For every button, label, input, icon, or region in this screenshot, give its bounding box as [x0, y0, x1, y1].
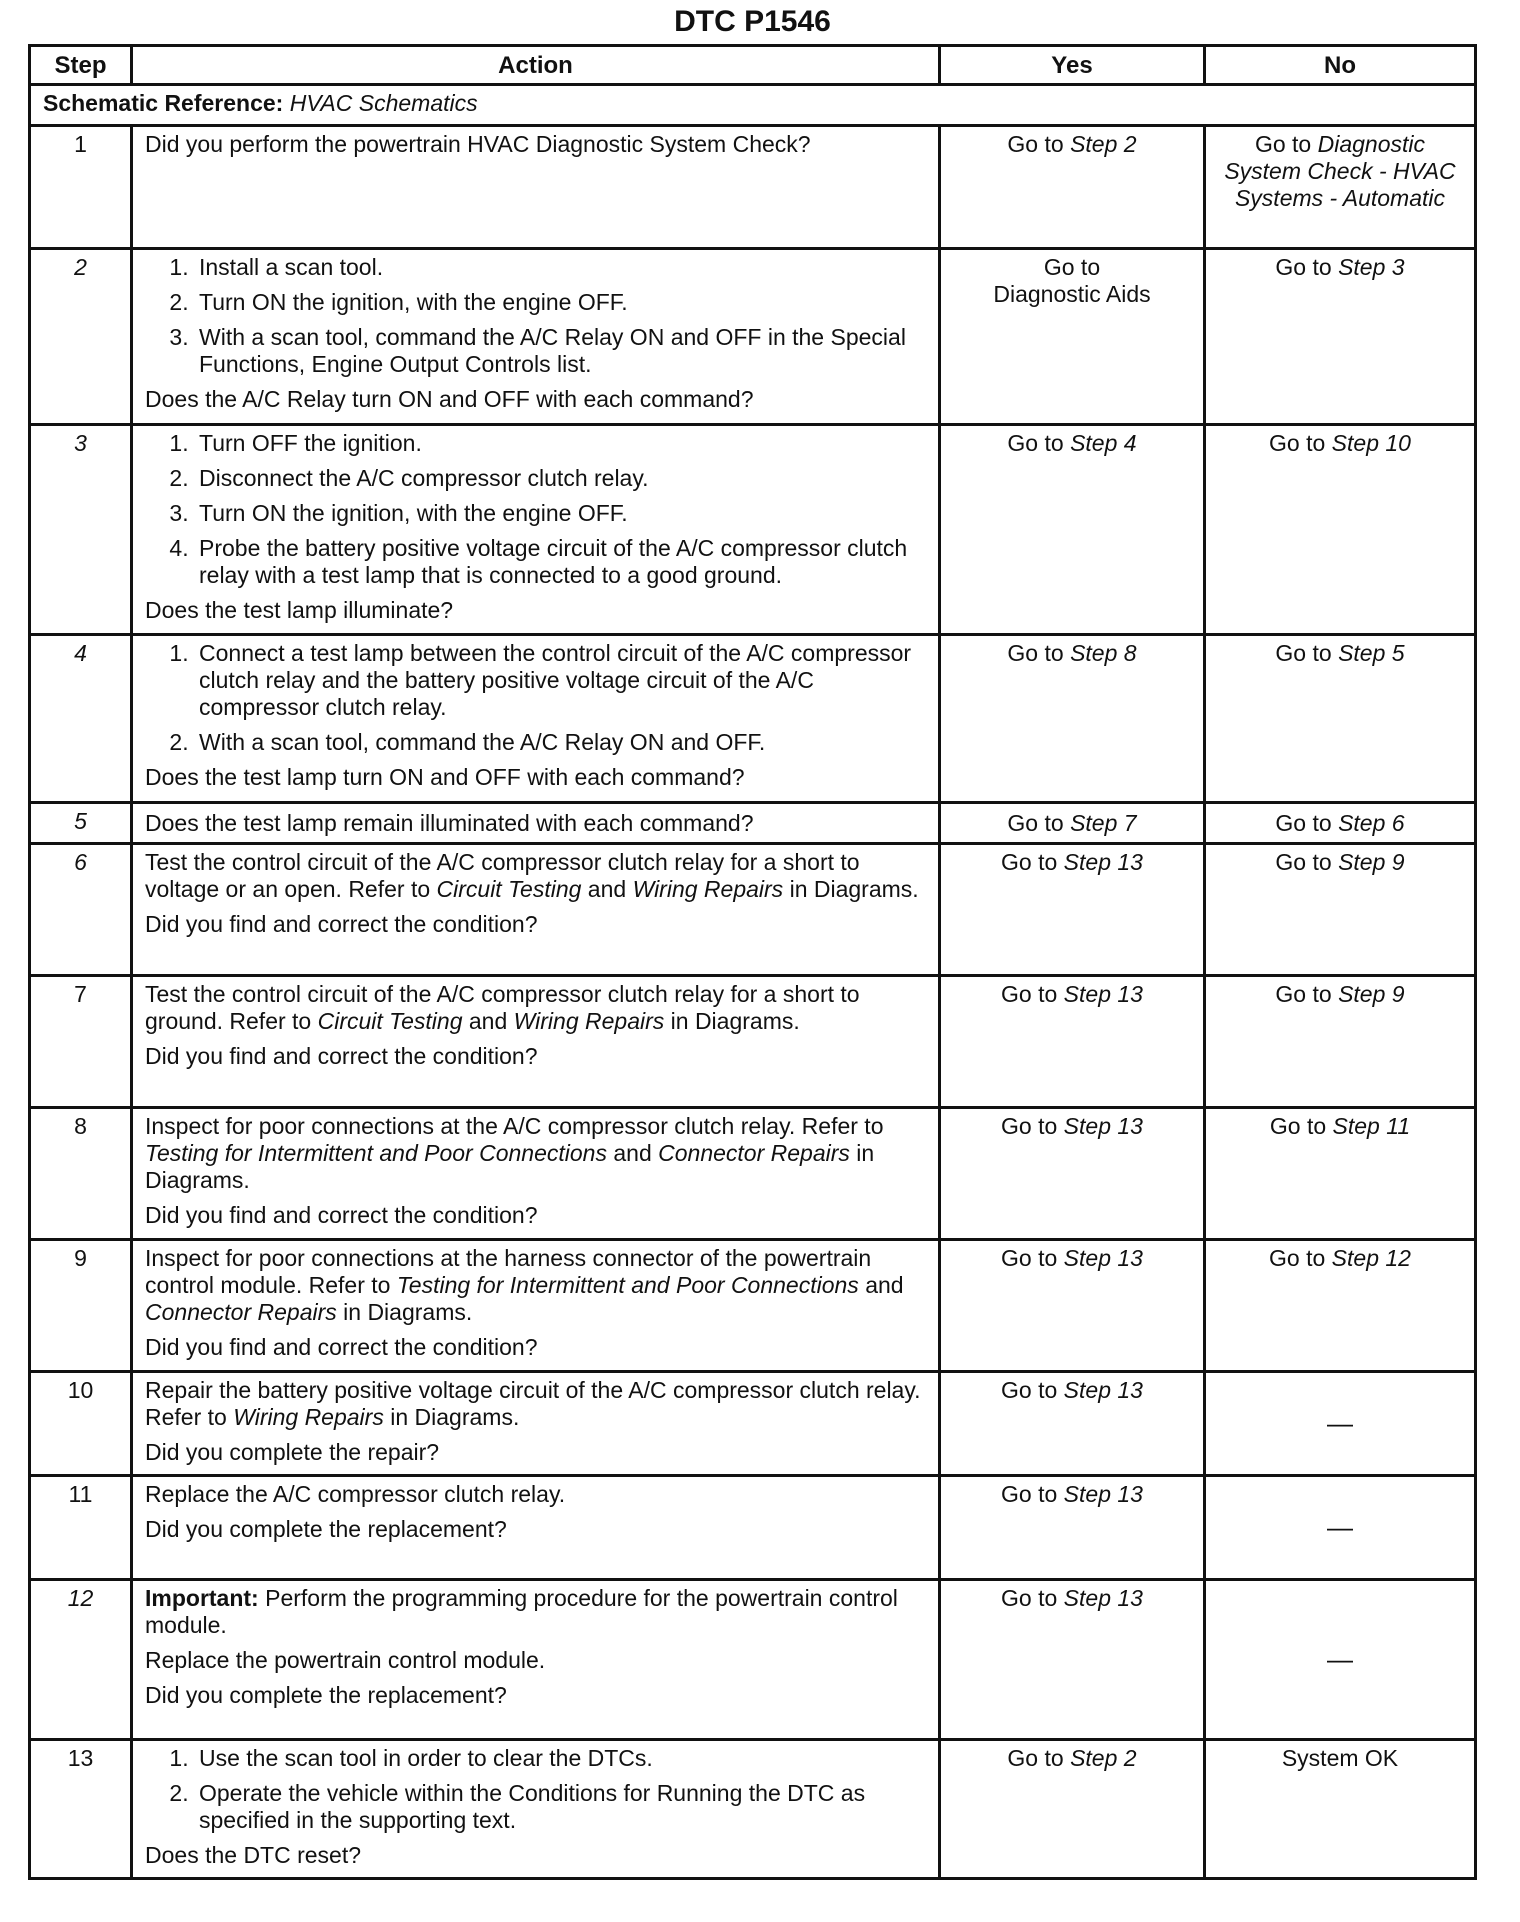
step-number: 3	[30, 425, 132, 635]
yes-cell	[940, 1476, 1205, 1580]
action-question: Did you find and correct the condition?	[145, 1334, 538, 1360]
action-text-part: Test the control circuit of the A/C compressor clutch relay for a short to voltage or an open. Refer to	[145, 849, 860, 902]
table-row	[30, 1580, 1476, 1740]
yes-step-link: Step 13	[1063, 1245, 1143, 1271]
yes-step-link: Step 13	[1063, 1481, 1143, 1507]
table-row	[30, 1740, 1476, 1879]
step-number: 7	[30, 976, 132, 1108]
schematic-reference	[30, 85, 1476, 126]
no-step-link: Step 3	[1338, 254, 1405, 280]
step-number: 9	[30, 1240, 132, 1372]
no-cell: System OK	[1205, 1740, 1476, 1879]
action-text-part: and	[581, 876, 633, 902]
ref-testing-intermittent: Testing for Intermittent and Poor Connections	[145, 1140, 607, 1166]
yes-step-link: Step 4	[1070, 430, 1137, 456]
no-cell	[1205, 1108, 1476, 1240]
action-steps	[145, 1745, 926, 1842]
action-question: Did you find and correct the condition?	[145, 1202, 538, 1228]
action-cell	[132, 249, 940, 425]
step-number: 1	[30, 126, 132, 249]
action-text-part: in Diagrams.	[383, 1404, 520, 1430]
ref-wiring-repairs: Wiring Repairs	[513, 1008, 665, 1034]
action-text	[145, 1113, 926, 1194]
action-text-part: Inspect for poor connections at the A/C compressor clutch relay. Refer to	[145, 1113, 884, 1139]
no-step-link: Diagnostic System Check - HVAC Systems - Automatic	[1224, 131, 1456, 211]
action-cell	[132, 1108, 940, 1240]
yes-step-link: Step 2	[1070, 1745, 1137, 1771]
no-prefix: Go to	[1269, 1113, 1333, 1139]
list-item: 1. Turn OFF the ignition.	[195, 430, 926, 457]
action-question: Does the test lamp illuminate?	[145, 597, 454, 623]
yes-step-link: Step 2	[1070, 131, 1137, 157]
table-row	[30, 635, 1476, 803]
action-text	[145, 849, 926, 903]
action-text-part: in Diagrams.	[664, 1008, 800, 1034]
action-question: Does the test lamp turn ON and OFF with each command?	[145, 764, 745, 790]
action-cell	[132, 976, 940, 1108]
action-question: Does the A/C Relay turn ON and OFF with each command?	[145, 386, 754, 412]
yes-prefix: Go to	[1007, 131, 1071, 157]
action-question: Did you perform the powertrain HVAC Diagnostic System Check?	[145, 131, 811, 157]
yes-cell	[940, 1740, 1205, 1879]
no-step-link: Step 10	[1331, 430, 1411, 456]
action-text	[145, 1245, 926, 1326]
action-text-part: Repair the battery positive voltage circuit of the A/C compressor clutch relay. Refer to	[145, 1377, 921, 1430]
yes-step-link: Step 8	[1070, 640, 1137, 666]
yes-cell	[940, 126, 1205, 249]
action-text-part: in Diagrams.	[336, 1299, 473, 1325]
ref-circuit-testing: Circuit Testing	[436, 876, 582, 902]
dtc-table	[28, 44, 1477, 1880]
yes-prefix: Go to	[1001, 1377, 1064, 1403]
yes-step-link: Step 7	[1070, 809, 1137, 836]
schematic-reference-link: HVAC Schematics	[289, 90, 478, 116]
no-cell	[1205, 976, 1476, 1108]
no-prefix: Go to	[1275, 640, 1339, 666]
list-item: 1. Connect a test lamp between the control circuit of the A/C compressor clutch relay and the battery positive voltage circuit of the A/C compressor clutch relay.	[195, 640, 926, 721]
step-number: 10	[30, 1372, 132, 1476]
no-cell	[1205, 635, 1476, 803]
no-cell	[1205, 803, 1476, 844]
action-text: Replace the powertrain control module.	[145, 1647, 546, 1673]
action-cell	[132, 425, 940, 635]
action-question: Did you complete the replacement?	[145, 1682, 507, 1708]
yes-prefix: Go to	[1001, 1481, 1064, 1507]
action-question: Did you find and correct the condition?	[145, 1043, 538, 1069]
yes-cell	[940, 844, 1205, 976]
yes-step-link: Step 13	[1063, 1113, 1143, 1139]
no-cell	[1205, 249, 1476, 425]
no-cell: —	[1205, 1476, 1476, 1580]
action-question: Does the DTC reset?	[145, 1842, 362, 1868]
important-text: Perform the programming procedure for the powertrain control module.	[145, 1585, 898, 1638]
action-text-part: and	[858, 1272, 904, 1298]
header-no: No	[1205, 46, 1476, 85]
yes-cell	[940, 635, 1205, 803]
no-prefix: Go to	[1275, 254, 1339, 280]
table-row	[30, 1108, 1476, 1240]
action-cell	[132, 1476, 940, 1580]
step-number: 13	[30, 1740, 132, 1879]
list-item: 2. With a scan tool, command the A/C Relay ON and OFF.	[195, 729, 926, 756]
list-item: 3. With a scan tool, command the A/C Relay ON and OFF in the Special Functions, Engine Output Controls list.	[195, 324, 926, 378]
schematic-reference-row	[30, 85, 1476, 126]
table-row	[30, 1372, 1476, 1476]
no-prefix: Go to	[1275, 981, 1339, 1007]
table-row	[30, 249, 1476, 425]
no-cell	[1205, 1240, 1476, 1372]
table-row	[30, 976, 1476, 1108]
list-item: 4. Probe the battery positive voltage circuit of the A/C compressor clutch relay with a test lamp that is connected to a good ground.	[195, 535, 926, 589]
table-row	[30, 126, 1476, 249]
list-item: 1. Use the scan tool in order to clear the DTCs.	[195, 1745, 926, 1772]
important-note	[145, 1585, 926, 1639]
action-text	[145, 1377, 926, 1431]
action-text-part: in Diagrams.	[783, 876, 919, 902]
no-prefix: Go to	[1275, 809, 1339, 836]
no-step-link: Step 9	[1338, 981, 1405, 1007]
no-prefix: Go to	[1269, 430, 1332, 456]
no-cell	[1205, 844, 1476, 976]
ref-circuit-testing: Circuit Testing	[317, 1008, 463, 1034]
no-cell	[1205, 126, 1476, 249]
ref-connector-repairs: Connector Repairs	[145, 1299, 337, 1325]
page-title: DTC P1546	[674, 5, 831, 38]
yes-cell	[940, 1580, 1205, 1740]
header-yes: Yes	[940, 46, 1205, 85]
table-row	[30, 844, 1476, 976]
yes-prefix: Go to	[1001, 1113, 1064, 1139]
ref-wiring-repairs: Wiring Repairs	[632, 876, 784, 902]
step-number: 2	[30, 249, 132, 425]
no-step-link: Step 12	[1331, 1245, 1411, 1271]
yes-step-link: Step 13	[1063, 1377, 1143, 1403]
yes-cell	[940, 1108, 1205, 1240]
yes-prefix: Go to	[1001, 1245, 1064, 1271]
yes-step-link: Step 13	[1063, 981, 1143, 1007]
yes-step-link: Step 13	[1063, 849, 1143, 875]
action-text-part: in Diagrams.	[145, 1140, 875, 1193]
action-text-part: Test the control circuit of the A/C compressor clutch relay for a short to ground. Refer to	[145, 981, 860, 1034]
no-step-link: Step 11	[1332, 1113, 1411, 1139]
action-question: Does the test lamp remain illuminated with each command?	[145, 809, 754, 836]
list-item: 2. Turn ON the ignition, with the engine OFF.	[195, 289, 926, 316]
action-text: Replace the A/C compressor clutch relay.	[145, 1481, 566, 1507]
action-question: Did you complete the repair?	[145, 1439, 440, 1465]
no-cell: —	[1205, 1580, 1476, 1740]
yes-diagnostic-aids: Diagnostic Aids	[993, 281, 1151, 307]
step-number: 6	[30, 844, 132, 976]
step-number: 12	[30, 1580, 132, 1740]
list-item: 2. Disconnect the A/C compressor clutch relay.	[195, 465, 926, 492]
table-row	[30, 425, 1476, 635]
yes-cell	[940, 976, 1205, 1108]
step-number: 5	[30, 803, 132, 844]
yes-prefix: Go to	[1007, 809, 1071, 836]
action-cell	[132, 803, 940, 844]
action-cell	[132, 635, 940, 803]
list-item: 3. Turn ON the ignition, with the engine OFF.	[195, 500, 926, 527]
yes-prefix: Go to	[1007, 640, 1071, 666]
yes-cell	[940, 1372, 1205, 1476]
ref-testing-intermittent: Testing for Intermittent and Poor Connections	[396, 1272, 859, 1298]
list-item: 1. Install a scan tool.	[195, 254, 926, 281]
action-text	[145, 981, 926, 1035]
header-action: Action	[132, 46, 940, 85]
no-cell: —	[1205, 1372, 1476, 1476]
no-prefix: Go to	[1254, 131, 1318, 157]
action-cell	[132, 1372, 940, 1476]
no-step-link: Step 9	[1338, 849, 1405, 875]
action-steps	[145, 640, 926, 764]
step-number: 8	[30, 1108, 132, 1240]
important-label: Important:	[145, 1585, 259, 1611]
action-text-part: and	[606, 1140, 659, 1166]
yes-step-link: Step 13	[1063, 1585, 1143, 1611]
action-steps	[145, 254, 926, 386]
no-step-link: Step 5	[1338, 640, 1405, 666]
yes-cell	[940, 425, 1205, 635]
table-row	[30, 1476, 1476, 1580]
ref-wiring-repairs: Wiring Repairs	[233, 1404, 384, 1430]
action-text-part: and	[462, 1008, 514, 1034]
table-row	[30, 803, 1476, 844]
yes-prefix: Go to	[1007, 1745, 1071, 1771]
yes-prefix: Go to	[1001, 981, 1064, 1007]
yes-cell	[940, 1240, 1205, 1372]
yes-prefix: Go to	[1007, 430, 1071, 456]
yes-cell	[940, 803, 1205, 844]
step-number: 4	[30, 635, 132, 803]
list-item: 2. Operate the vehicle within the Conditions for Running the DTC as specified in the supporting text.	[195, 1780, 926, 1834]
action-question: Did you complete the replacement?	[145, 1516, 507, 1542]
action-question: Did you find and correct the condition?	[145, 911, 538, 937]
action-cell	[132, 1580, 940, 1740]
no-step-link: Step 6	[1338, 809, 1405, 836]
schematic-reference-label: Schematic Reference:	[43, 90, 284, 116]
step-number: 11	[30, 1476, 132, 1580]
no-prefix: Go to	[1275, 849, 1339, 875]
action-cell	[132, 844, 940, 976]
action-cell	[132, 1240, 940, 1372]
yes-prefix: Go to	[1001, 849, 1064, 875]
action-steps	[145, 430, 926, 597]
action-cell	[132, 126, 940, 249]
table-row	[30, 1240, 1476, 1372]
no-cell	[1205, 425, 1476, 635]
ref-connector-repairs: Connector Repairs	[658, 1140, 850, 1166]
action-text-part: Inspect for poor connections at the harness connector of the powertrain control module. Refer to	[145, 1245, 872, 1298]
yes-prefix: Go to	[1001, 1585, 1064, 1611]
yes-cell	[940, 249, 1205, 425]
header-row	[30, 46, 1476, 85]
action-cell	[132, 1740, 940, 1879]
no-prefix: Go to	[1269, 1245, 1332, 1271]
yes-prefix: Go to	[1043, 254, 1101, 280]
header-step: Step	[30, 46, 132, 85]
